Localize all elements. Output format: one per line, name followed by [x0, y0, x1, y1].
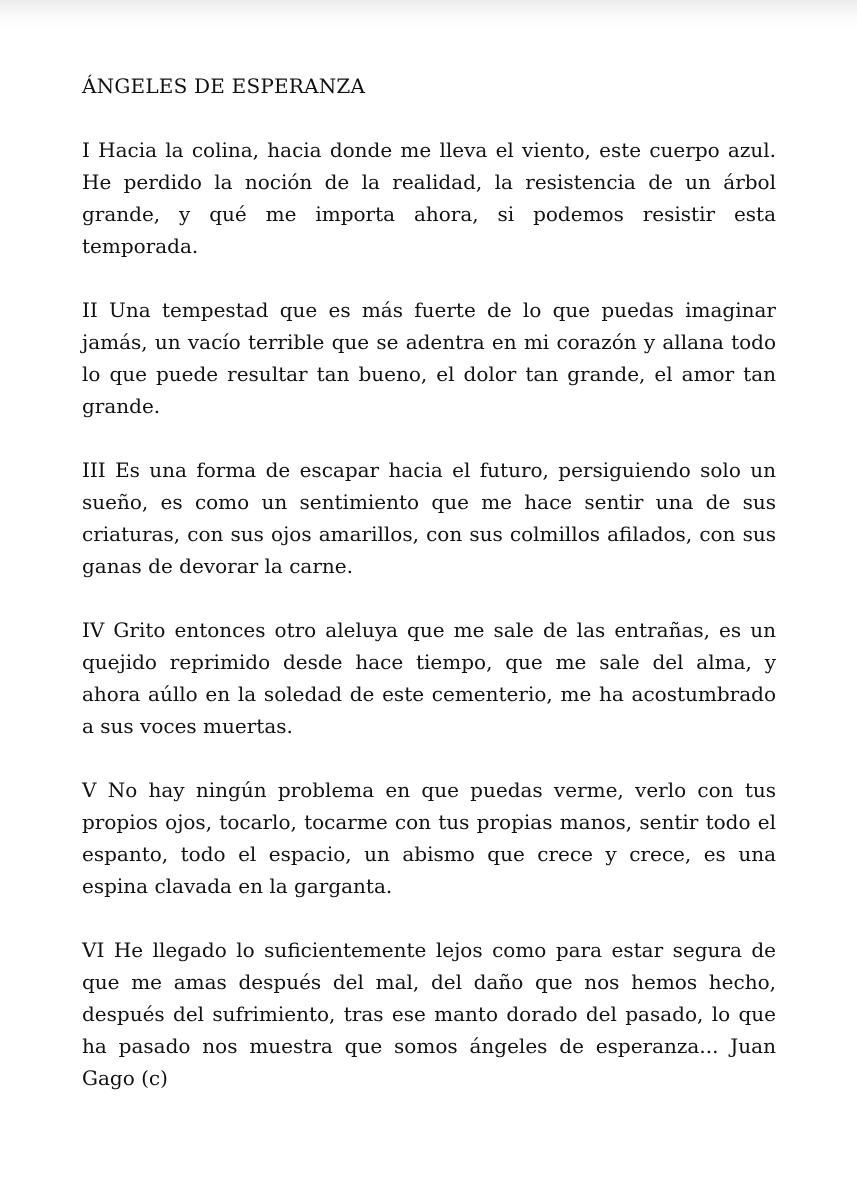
stanza-1: I Hacia la colina, hacia donde me lleva el viento, este cuerpo azul. He perdido la noción de la realidad, la resistencia de un árbol grande, y qué me importa ahora, si podemos resistir esta temporada. — [82, 138, 776, 258]
stanza-6: VI He llegado lo suficientemente lejos como para estar segura de que me amas después del mal, del daño que nos hemos hecho, después del sufrimiento, tras ese manto dorado del pasado, lo que ha pasado nos muestra que somos ángeles de esperanza... Juan Gago (c) — [82, 938, 776, 1090]
stanza-2: II Una tempestad que es más fuerte de lo que puedas imaginar jamás, un vacío terrible que se adentra en mi corazón y allana todo lo que puede resultar tan bueno, el dolor tan grande, el amor tan grande. — [82, 298, 776, 418]
poem-body — [82, 70, 776, 1126]
stanza-5: V No hay ningún problema en que puedas verme, verlo con tus propios ojos, tocarlo, tocarme con tus propias manos, sentir todo el espanto, todo el espacio, un abismo que crece y crece, es una espina clavada en la garganta. — [82, 778, 776, 898]
stanza-4: IV Grito entonces otro aleluya que me sale de las entrañas, es un quejido reprimido desde hace tiempo, que me sale del alma, y ahora aúllo en la soledad de este cementerio, me ha acostumbrado a sus voces muertas. — [82, 618, 776, 738]
stanza-3: III Es una forma de escapar hacia el futuro, persiguiendo solo un sueño, es como un sentimiento que me hace sentir una de sus criaturas, con sus ojos amarillos, con sus colmillos afilados, con sus ganas de devorar la carne. — [82, 458, 776, 578]
poem-title: ÁNGELES DE ESPERANZA — [82, 74, 366, 98]
